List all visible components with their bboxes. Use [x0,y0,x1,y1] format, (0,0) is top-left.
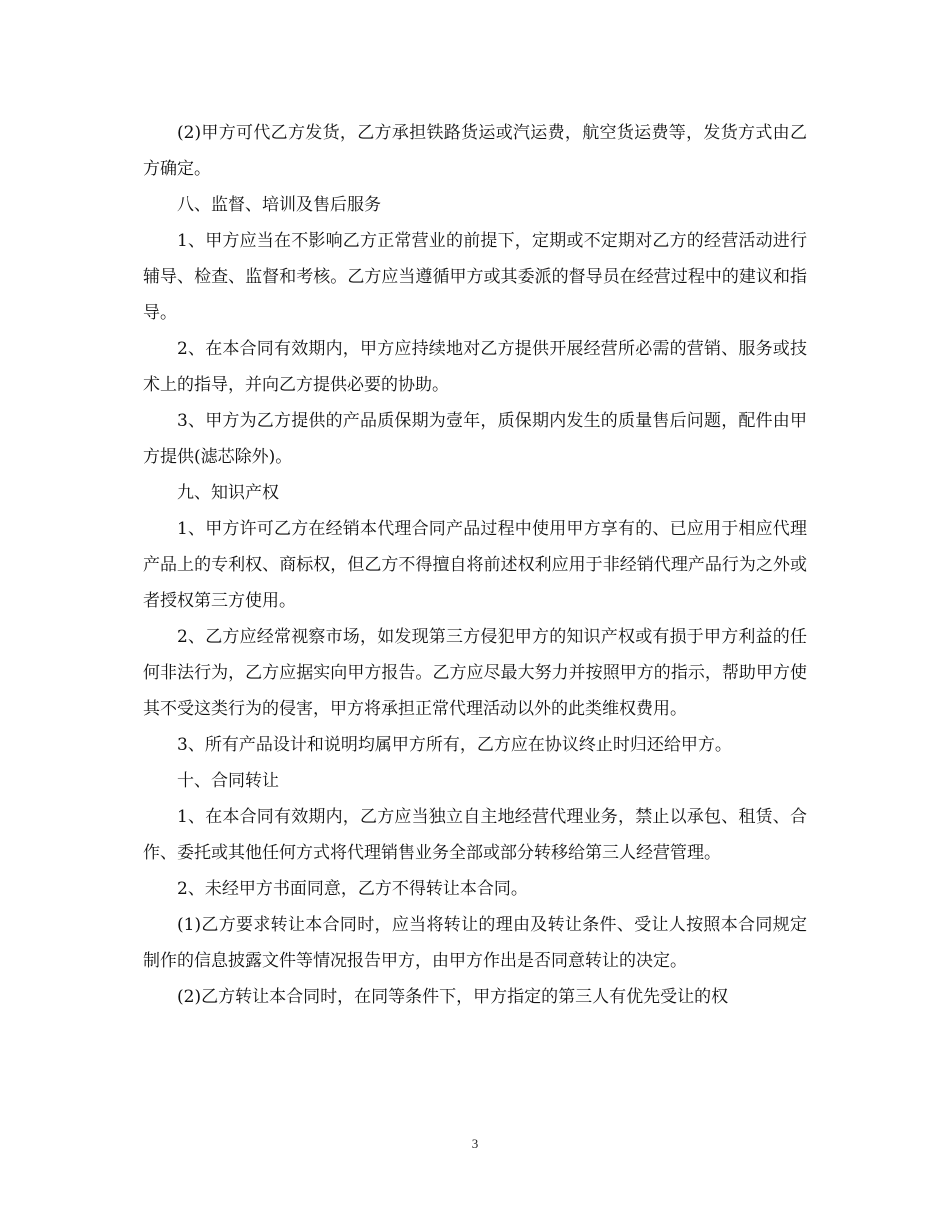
paragraph: 3、甲方为乙方提供的产品质保期为壹年，质保期内发生的质量售后问题，配件由甲方提供(滤芯除外)。 [143,411,807,467]
paragraph: (2)甲方可代乙方发货，乙方承担铁路货运或汽运费，航空货运费等，发货方式由乙方确定。 [143,123,807,179]
paragraph: 2、在本合同有效期内，甲方应持续地对乙方提供开展经营所必需的营销、服务或技术上的指导，并向乙方提供必要的协助。 [143,339,807,395]
section-heading: 十、合同转让 [177,771,279,791]
paragraph: 2、乙方应经常视察市场，如发现第三方侵犯甲方的知识产权或有损于甲方利益的任何非法行为，乙方应据实向甲方报告。乙方应尽最大努力并按照甲方的指示，帮助甲方使其不受这类行为的侵害，甲方将承担正常代理活动以外的此类维权费用。 [143,627,807,719]
paragraph: 1、在本合同有效期内，乙方应当独立自主地经营代理业务，禁止以承包、租赁、合作、委托或其他任何方式将代理销售业务全部或部分转移给第三人经营管理。 [143,807,807,863]
page-number: 3 [471,1136,479,1151]
section-heading: 九、知识产权 [177,483,279,503]
paragraph: 3、所有产品设计和说明均属甲方所有，乙方应在协议终止时归还给甲方。 [177,735,732,755]
paragraph: 1、甲方许可乙方在经销本代理合同产品过程中使用甲方享有的、已应用于相应代理产品上的专利权、商标权，但乙方不得擅自将前述权利应用于非经销代理产品行为之外或者授权第三方使用。 [143,519,807,611]
section-heading: 八、监督、培训及售后服务 [177,195,381,215]
paragraph: 1、甲方应当在不影响乙方正常营业的前提下，定期或不定期对乙方的经营活动进行辅导、检查、监督和考核。乙方应当遵循甲方或其委派的督导员在经营过程中的建议和指导。 [143,231,807,323]
paragraph: (2)乙方转让本合同时，在同等条件下，甲方指定的第三人有优先受让的权 [177,987,729,1007]
document-body [143,115,807,1015]
paragraph: (1)乙方要求转让本合同时，应当将转让的理由及转让条件、受让人按照本合同规定制作的信息披露文件等情况报告甲方，由甲方作出是否同意转让的决定。 [143,915,807,971]
paragraph: 2、未经甲方书面同意，乙方不得转让本合同。 [177,879,528,899]
